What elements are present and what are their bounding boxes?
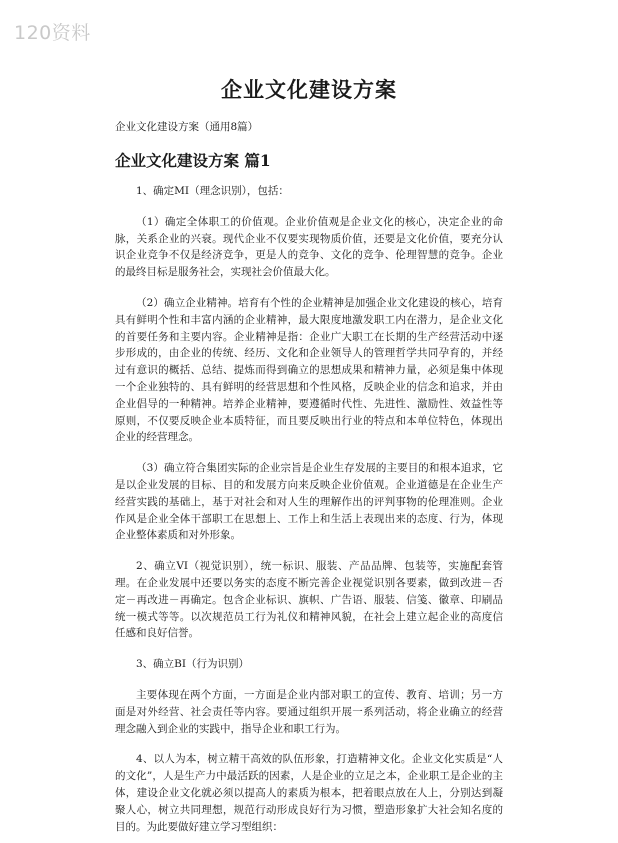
paragraph-vi: 2、确立VI（视觉识别），统一标识、服装、产品品牌、包装等，实施配套管理。在企业发展中还要以务实的态度不断完善企业视觉识别各要素，做到改进－否定－再改进－再确定。包含企业标识、旗帜、广告语、服装、信笺、徽章、印刷品统一模式等等。以次规范员工行为礼仪和精神风貌，在社会上建立起企业的高度信任感和良好信誉。 (115, 560, 503, 640)
paragraph-bi-heading: 3、确立BI（行为识别） (136, 658, 250, 671)
document-subtitle: 企业文化建设方案（通用8篇） (115, 121, 259, 133)
paragraph-mi-heading: 1、确定MI（理念识别），包括： (136, 185, 289, 197)
paragraph-bi: 主要体现在两个方面，一方面是企业内部对职工的宣传、教育、培训；另一方面是对外经营、社会责任等内容。要通过组织开展一系列活动，将企业确立的经营理念融入到企业的实践中，指导企业和职工行为。 (115, 688, 503, 735)
section-heading: 企业文化建设方案 篇1 (115, 151, 271, 170)
watermark-logo: 120资料 (14, 22, 91, 44)
paragraph-purpose: （3）确立符合集团实际的企业宗旨是企业生存发展的主要目的和根本追求，它是以企业发展的目标、目的和发展方向来反映企业价值观。企业道德是在企业生产经营实践的基础上，基于对社会和对人生的理解作出的评判事物的伦理准则。企业作风是企业全体干部职工在思想上、工作上和生活上表现出来的态度、行为，体现企业整体素质和对外形象。 (115, 462, 503, 542)
document-page (115, 74, 503, 843)
paragraph-spirit: （2）确立企业精神。培育有个性的企业精神是加强企业文化建设的核心，培育具有鲜明个性和丰富内涵的企业精神，最大限度地激发职工内在潜力，是企业文化的首要任务和主要内容。企业精神是指：企业广大职工在长期的生产经营活动中逐步形成的，由企业的传统、经历、文化和企业领导人的管理哲学共同孕育的，并经过有意识的概括、总结、提炼而得到确立的思想成果和精神力量，必须是集中体现一个企业独特的、具有鲜明的经营思想和个性风格，反映企业的信念和追求，并由企业倡导的一种精神。培养企业精神，要遵循时代性、先进性、激励性、效益性等原则，不仅要反映企业本质特征，而且要反映出行业的特点和本单位特色，体现出企业的经营理念。 (115, 296, 503, 444)
paragraph-values: （1）确定全体职工的价值观。企业价值观是企业文化的核心，决定企业的命脉，关系企业的兴衰。现代企业不仅要实现物质价值，还要是文化价值，要充分认识企业竞争不仅是经济竞争，更是人的竞争、文化的竞争、伦理智慧的竞争。企业的最终目标是服务社会，实现社会价值最大化。 (115, 215, 503, 279)
document-title: 企业文化建设方案 (221, 77, 397, 102)
paragraph-people: 4、以人为本，树立精干高效的队伍形象，打造精神文化。企业文化实质是“人的文化”，人是生产力中最活跃的因素，人是企业的立足之本，企业职工是企业的主体，建设企业文化就必须以提高人的素质为根本，把着眼点放在人上，分别达到凝聚人心，树立共同理想，规范行动形成良好行为习惯，塑造形象扩大社会知名度的目的。为此要做好建立学习型组织： (115, 753, 503, 833)
